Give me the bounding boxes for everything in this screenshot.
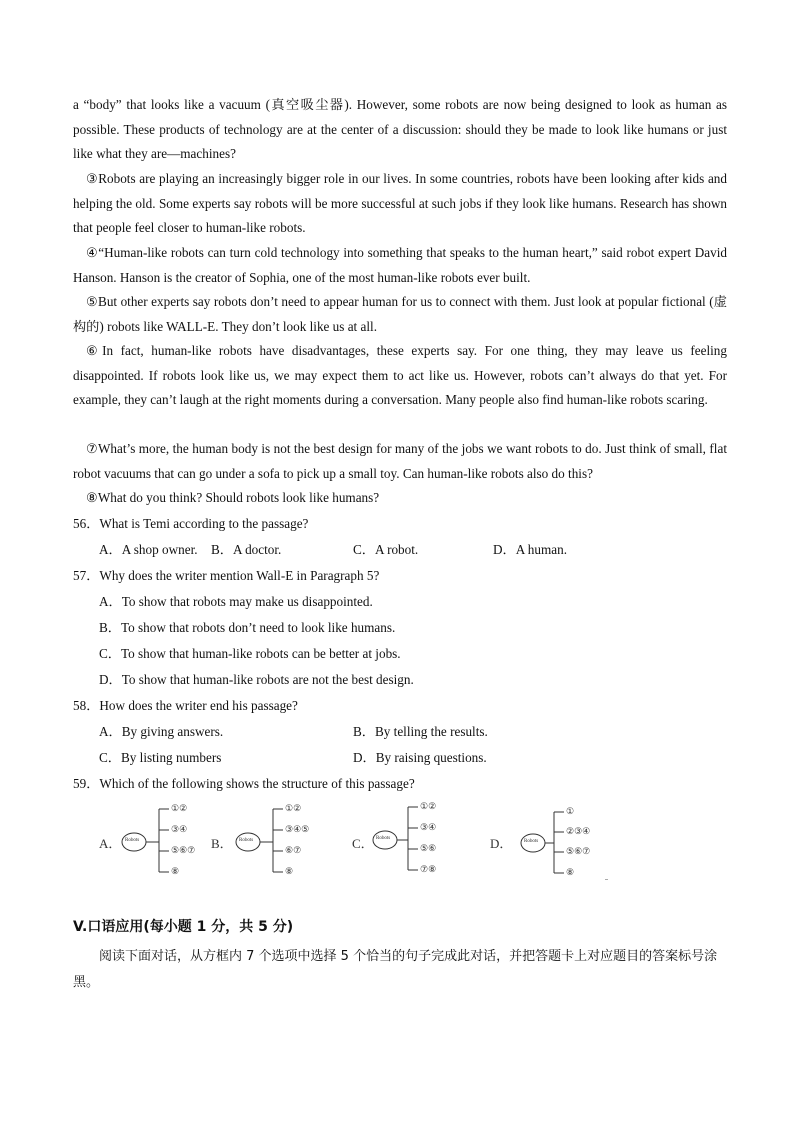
diagram-branch: ⑤⑥⑦ bbox=[566, 846, 591, 856]
structure-diagram-b[interactable] bbox=[211, 800, 331, 880]
passage-paragraph-8: ⑧What do you think? Should robots look like humans? bbox=[86, 490, 380, 505]
passage-paragraph-3: ③Robots are playing an increasingly bigger role in our lives. In some countries, robots have been looking after kids and helping the old. Some experts say robots will be more successful at such jobs if they look like humans. Research has shown that people feel closer to human-like robots. bbox=[73, 171, 727, 235]
bracket-lines bbox=[490, 800, 620, 880]
passage-paragraph-6: ⑥In fact, human-like robots have disadvantages, these experts say. For one thing, they may leave us feeling disappointed. If robots look like us, we may expect them to act like us. However, robots can’t always do that yet. For example, they can’t laugh at the right moments during a conversation. Many people also find human-like robots scaring. bbox=[73, 343, 727, 407]
passage-paragraph-intro: a “body” that looks like a vacuum (真空吸尘器). However, some robots are now being designed to look as human as possible. These products of technology are at the center of a discussion: should they be made to look like humans or just like what they are—machines? bbox=[73, 97, 727, 161]
question-56-option-c[interactable]: C．A robot. bbox=[353, 542, 419, 557]
section-5-title: V.口语应用(每小题 1 分，共 5 分) bbox=[73, 919, 294, 935]
diagram-branch: ①② bbox=[420, 801, 437, 811]
diagram-branch: ①② bbox=[171, 803, 188, 813]
diagram-branch: ③④⑤ bbox=[285, 824, 310, 834]
passage-paragraph-4: ④“Human-like robots can turn cold technology into something that speaks to the human heart,” said robot expert David Hanson. Hanson is the creator of Sophia, one of the most human-like robots ever built. bbox=[73, 245, 727, 285]
diagram-node-label: Robots bbox=[239, 838, 254, 843]
diagram-branch: ⑧ bbox=[566, 867, 575, 877]
question-58-option-b[interactable]: B．By telling the results. bbox=[353, 724, 488, 739]
question-57-option-c[interactable]: C．To show that human-like robots can be better at jobs. bbox=[99, 646, 401, 661]
diagram-option-label: A． bbox=[99, 836, 122, 851]
diagram-option-label: C． bbox=[352, 836, 374, 851]
question-58-stem: 58．How does the writer end his passage? bbox=[73, 698, 298, 713]
diagram-branch: ⑧ bbox=[171, 866, 180, 876]
diagram-option-label: D． bbox=[490, 836, 513, 851]
structure-diagram-c[interactable] bbox=[352, 800, 462, 880]
diagram-node-label: Robots bbox=[524, 839, 539, 844]
bracket-lines bbox=[99, 800, 209, 880]
structure-diagram-d[interactable] bbox=[490, 800, 620, 880]
diagram-branch: ⑤⑥ bbox=[420, 843, 437, 853]
structure-diagram-a[interactable] bbox=[99, 800, 209, 880]
diagram-branch: ③④ bbox=[171, 824, 188, 834]
question-57-option-d[interactable]: D．To show that human-like robots are not the best design. bbox=[99, 672, 414, 687]
question-56-option-b[interactable]: B．A doctor. bbox=[211, 542, 282, 557]
passage-paragraph-7: ⑦What’s more, the human body is not the best design for many of the jobs we want robots to do. Just think of small, flat robot vacuums that can go under a sofa to pick up a small toy. Can human-like robots also do this? bbox=[73, 441, 727, 481]
diagram-branch: ②③④ bbox=[566, 826, 591, 836]
question-56-option-d[interactable]: D．A human. bbox=[493, 542, 567, 557]
question-57-stem: 57．Why does the writer mention Wall-E in Paragraph 5? bbox=[73, 568, 380, 583]
diagram-branch: ⑧ bbox=[285, 866, 294, 876]
question-56-option-a[interactable]: A．A shop owner. bbox=[99, 542, 198, 557]
passage-paragraph-5: ⑤But other experts say robots don’t need to appear human for us to connect with them. Just look at popular fictional (虚构的) robots like WALL-E. They don’t look like us at all. bbox=[73, 294, 727, 334]
question-58-option-d[interactable]: D．By raising questions. bbox=[353, 750, 487, 765]
diagram-option-label: B． bbox=[211, 836, 233, 851]
diagram-branch: ①② bbox=[285, 803, 302, 813]
bracket-lines bbox=[211, 800, 331, 880]
diagram-node-label: Robots bbox=[125, 838, 140, 843]
bracket-lines bbox=[352, 800, 462, 880]
diagram-branch: ⑤⑥⑦ bbox=[171, 845, 196, 855]
question-58-option-c[interactable]: C．By listing numbers bbox=[99, 750, 222, 765]
diagram-branch: ③④ bbox=[420, 822, 437, 832]
diagram-branch: ① bbox=[566, 806, 575, 816]
question-57-option-b[interactable]: B．To show that robots don’t need to look like humans. bbox=[99, 620, 396, 635]
question-59-stem: 59．Which of the following shows the structure of this passage? bbox=[73, 776, 415, 791]
diagram-node-label: Robots bbox=[376, 836, 391, 841]
question-58-option-a[interactable]: A．By giving answers. bbox=[99, 724, 224, 739]
question-56-stem: 56．What is Temi according to the passage? bbox=[73, 516, 309, 531]
section-5-instruction: 阅读下面对话，从方框内 7 个选项中选择 5 个恰当的句子完成此对话，并把答题卡上对应题目的答案标号涂黑。 bbox=[73, 949, 718, 990]
diagram-branch: ⑥⑦ bbox=[285, 845, 302, 855]
diagram-branch: ⑦⑧ bbox=[420, 864, 437, 874]
question-57-option-a[interactable]: A．To show that robots may make us disappointed. bbox=[99, 594, 373, 609]
